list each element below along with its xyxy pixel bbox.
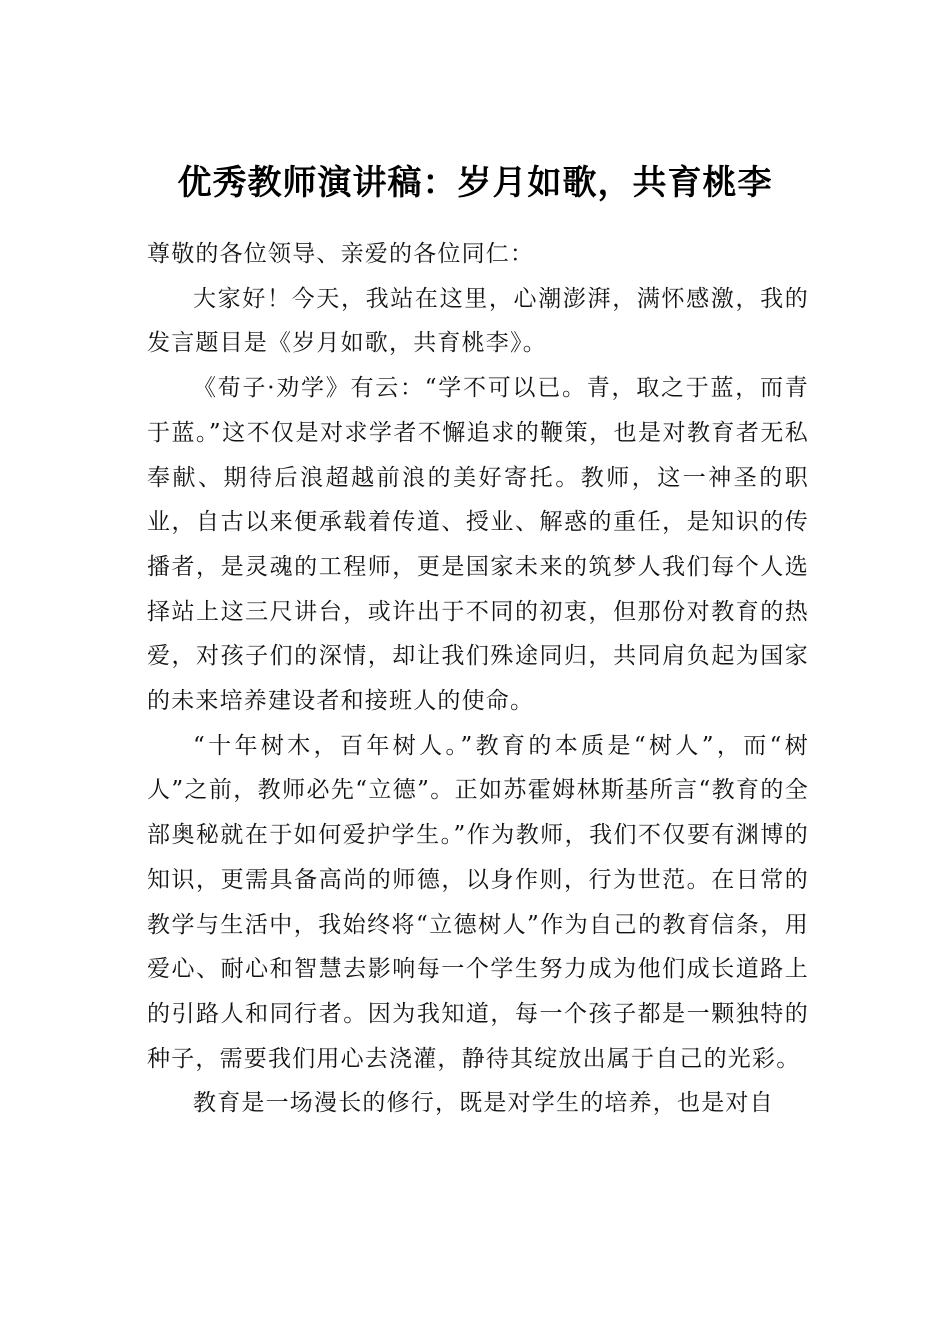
paragraph-4: 教育是一场漫长的修行，既是对学生的培养，也是对自: [193, 1090, 774, 1117]
document-title: 优秀教师演讲稿：岁月如歌，共育桃李: [177, 163, 773, 203]
document-body: [147, 232, 809, 1126]
paragraph-1: 大家好！今天，我站在这里，心潮澎湃，满怀感激，我的发言题目是《岁月如歌，共育桃李》。: [147, 285, 809, 357]
paragraph-2: 《荀子·劝学》有云：“学不可以已。青，取之于蓝，而青于蓝。”这不仅是对求学者不懈追求的鞭策，也是对教育者无私奉献、期待后浪超越前浪的美好寄托。教师，这一神圣的职业，自古以来便承载着传道、授业、解惑的重任，是知识的传播者，是灵魂的工程师，更是国家未来的筑梦人我们每个人选择站上这三尺讲台，或许出于不同的初衷，但那份对教育的热爱，对孩子们的深情，却让我们殊途同归，共同肩负起为国家的未来培养建设者和接班人的使命。: [147, 375, 809, 715]
salutation: 尊敬的各位领导、亲爱的各位同仁：: [147, 241, 535, 267]
paragraph-3: “十年树木，百年树人。”教育的本质是“树人”，而“树人”之前，教师必先“立德”。正如苏霍姆林斯基所言“教育的全部奥秘就在于如何爱护学生。”作为教师，我们不仅要有渊博的知识，更需具备高尚的师德，以身作则，行为世范。在日常的教学与生活中，我始终将“立德树人”作为自己的教育信条，用爱心、耐心和智慧去影响每一个学生努力成为他们成长道路上的引路人和同行者。因为我知道，每一个孩子都是一颗独特的种子，需要我们用心去浇灌，静待其绽放出属于自己的光彩。: [147, 732, 809, 1072]
